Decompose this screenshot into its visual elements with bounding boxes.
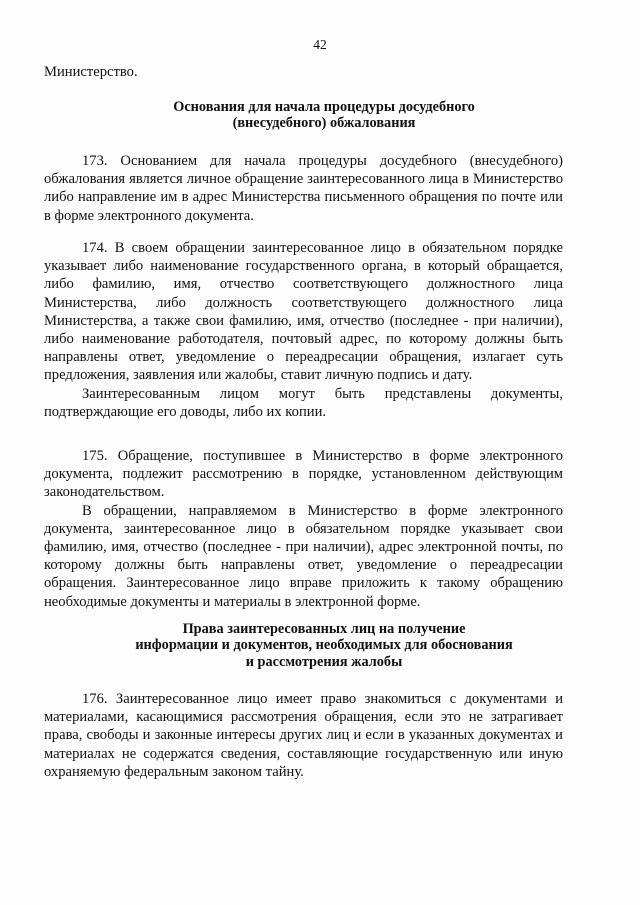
heading-line: Права заинтересованных лиц на получение <box>182 621 466 637</box>
heading-line: Основания для начала процедуры досудебного <box>173 99 475 115</box>
heading-line: (внесудебного) обжалования <box>232 115 416 132</box>
paragraph-173 <box>44 152 563 225</box>
page-number: 42 <box>313 37 327 52</box>
section-heading-appeal-grounds <box>44 99 604 132</box>
paragraph-text: 176. Заинтересованное лицо имеет право знакомиться с документами и материалами, касающимися рассмотрения обращения, если это не затрагивает права, свободы и законные интересы других лиц и если в указанных документах и материалах не содержатся сведения, составляющие государственную или иную охраняемую федеральным законом тайну. <box>44 691 563 780</box>
intro-line: Министерство. <box>44 64 138 80</box>
heading-line: и рассмотрения жалобы <box>245 653 403 670</box>
paragraph-174 <box>44 239 563 421</box>
paragraph-text: 174. В своем обращении заинтересованное лицо в обязательном порядке указывает либо наименование государственного органа, в который обращается, либо фамилию, имя, отчество соответствующего должностного лица Министерства, либо должность соответствующего должностного лица Министерства, а также свои фамилию, имя, отчество (последнее - при наличии), либо наименование работодателя, почтовый адрес, по которому должны быть направлены ответ, уведомление о переадресации обращения, излагает суть предложения, заявления или жалобы, ставит личную подпись и дату. <box>44 240 563 384</box>
heading-line: информации и документов, необходимых для обоснования <box>135 637 513 654</box>
paragraph-text: Заинтересованным лицом могут быть представлены документы, подтверждающие его доводы, либо их копии. <box>44 385 563 420</box>
paragraph-176 <box>44 690 563 781</box>
paragraph-text: 173. Основанием для начала процедуры досудебного (внесудебного) обжалования является личное обращение заинтересованного лица в Министерство либо направление им в адрес Министерства письменного обращения по почте или в форме электронного документа. <box>44 153 563 224</box>
section-heading-rights <box>44 621 604 670</box>
paragraph-175 <box>44 447 563 611</box>
paragraph-text: В обращении, направляемом в Министерство в форме электронного документа, заинтересованное лицо в обязательном порядке указывает свои фамилию, имя, отчество (последнее - при наличии), адрес электронной почты, по которому должны быть направлены ответ, уведомление о переадресации обращения. Заинтересованное лицо вправе приложить к такому обращению необходимые документы и материалы в электронной форме. <box>44 502 563 610</box>
paragraph-text: 175. Обращение, поступившее в Министерство в форме электронного документа, подлежит рассмотрению в порядке, установленном действующим законодательством. <box>44 448 563 501</box>
